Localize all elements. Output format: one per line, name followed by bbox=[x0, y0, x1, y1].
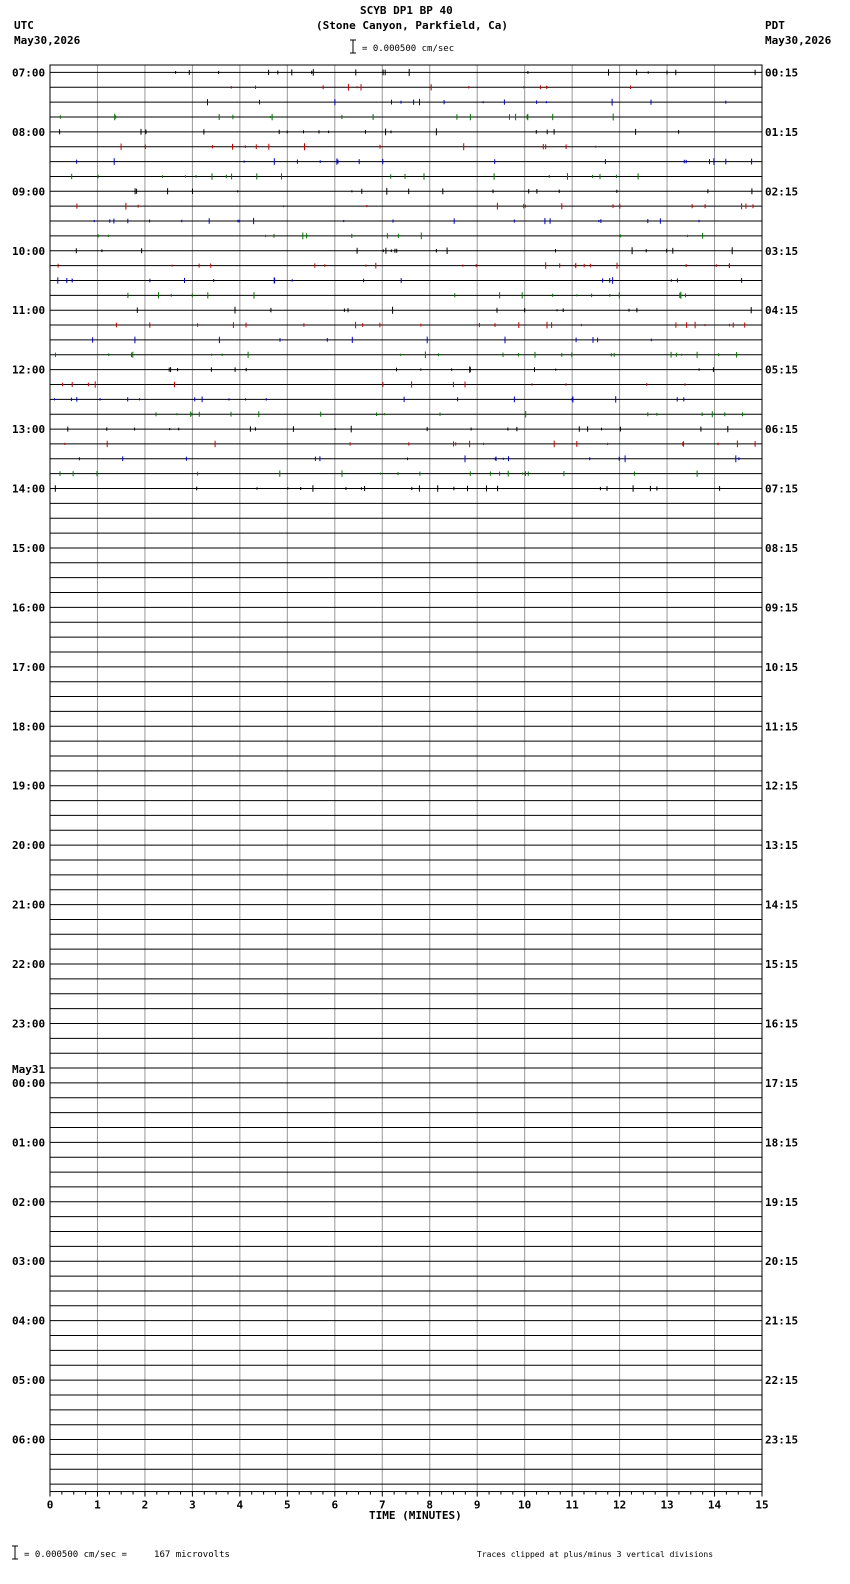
x-tick-label: 1 bbox=[94, 1498, 101, 1512]
x-tick-label: 9 bbox=[473, 1498, 481, 1512]
left-hour-label: 14:00 bbox=[12, 482, 46, 496]
right-hour-label: 14:15 bbox=[765, 898, 799, 912]
plot-frame bbox=[50, 65, 762, 1492]
right-timezone-label: PDT bbox=[765, 19, 785, 32]
chart-title: SCYB DP1 BP 40 bbox=[360, 4, 453, 17]
left-hour-label: 21:00 bbox=[12, 898, 46, 912]
x-tick-label: 12 bbox=[612, 1498, 627, 1512]
x-tick-label: 11 bbox=[565, 1498, 579, 1512]
right-hour-label: 17:15 bbox=[765, 1076, 799, 1090]
right-hour-label: 18:15 bbox=[765, 1136, 799, 1150]
x-tick-label: 3 bbox=[189, 1498, 196, 1512]
right-hour-label: 08:15 bbox=[765, 541, 799, 555]
left-hour-label: 11:00 bbox=[12, 304, 46, 318]
x-tick-label: 14 bbox=[707, 1498, 722, 1512]
x-tick-label: 7 bbox=[378, 1498, 386, 1512]
left-hour-label: 06:00 bbox=[12, 1433, 46, 1447]
x-tick-label: 13 bbox=[660, 1498, 674, 1512]
x-tick-label: 10 bbox=[518, 1498, 532, 1512]
left-hour-label: 01:00 bbox=[12, 1136, 46, 1150]
x-tick-label: 6 bbox=[331, 1498, 339, 1512]
right-hour-label: 02:15 bbox=[765, 185, 799, 199]
left-hour-label: 12:00 bbox=[12, 363, 46, 377]
right-hour-label: 19:15 bbox=[765, 1195, 799, 1209]
left-hour-label: 10:00 bbox=[12, 244, 46, 258]
right-hour-label: 11:15 bbox=[765, 720, 799, 734]
scale-text: = 0.000500 cm/sec bbox=[362, 44, 455, 54]
x-tick-label: 5 bbox=[284, 1498, 291, 1512]
left-hour-label: 17:00 bbox=[12, 660, 46, 674]
left-hour-label: 20:00 bbox=[12, 839, 46, 853]
left-hour-label: 13:00 bbox=[12, 423, 46, 437]
left-hour-label: 00:00 bbox=[12, 1076, 46, 1090]
left-hour-label: 02:00 bbox=[12, 1195, 46, 1209]
right-hour-label: 05:15 bbox=[765, 363, 799, 377]
footer-scale-bar-icon bbox=[12, 1546, 18, 1559]
left-hour-label: 04:00 bbox=[12, 1314, 46, 1328]
date-change-label: May31 bbox=[12, 1062, 46, 1076]
footer-scale-text: = 0.000500 cm/sec = 167 microvolts bbox=[24, 1550, 230, 1560]
x-tick-label: 4 bbox=[236, 1498, 244, 1512]
x-tick-label: 0 bbox=[46, 1498, 54, 1512]
right-hour-label: 15:15 bbox=[765, 958, 799, 972]
right-hour-label: 21:15 bbox=[765, 1314, 799, 1328]
left-hour-label: 19:00 bbox=[12, 779, 46, 793]
left-hour-label: 07:00 bbox=[12, 66, 46, 80]
right-hour-label: 23:15 bbox=[765, 1433, 799, 1447]
right-hour-label: 13:15 bbox=[765, 839, 799, 853]
x-axis-label: TIME (MINUTES) bbox=[369, 1509, 462, 1522]
chart-subtitle: (Stone Canyon, Parkfield, Ca) bbox=[316, 19, 509, 32]
right-hour-label: 04:15 bbox=[765, 304, 799, 318]
left-hour-label: 15:00 bbox=[12, 541, 46, 555]
left-date-label: May30,2026 bbox=[14, 34, 81, 47]
right-hour-label: 01:15 bbox=[765, 125, 799, 139]
right-hour-label: 10:15 bbox=[765, 660, 799, 674]
x-tick-label: 8 bbox=[426, 1498, 434, 1512]
right-date-label: May30,2026 bbox=[765, 34, 832, 47]
left-hour-label: 22:00 bbox=[12, 958, 46, 972]
left-hour-label: 08:00 bbox=[12, 125, 46, 139]
left-hour-label: 09:00 bbox=[12, 185, 46, 199]
left-hour-label: 03:00 bbox=[12, 1255, 46, 1269]
right-hour-label: 00:15 bbox=[765, 66, 799, 80]
x-tick-label: 15 bbox=[755, 1498, 769, 1512]
left-hour-label: 05:00 bbox=[12, 1374, 46, 1388]
right-hour-label: 03:15 bbox=[765, 244, 799, 258]
right-hour-label: 06:15 bbox=[765, 423, 799, 437]
left-hour-label: 16:00 bbox=[12, 601, 46, 615]
footer-clip-note: Traces clipped at plus/minus 3 vertical divisions bbox=[477, 1550, 714, 1559]
left-hour-label: 23:00 bbox=[12, 1017, 46, 1031]
right-hour-label: 12:15 bbox=[765, 779, 799, 793]
right-hour-label: 07:15 bbox=[765, 482, 799, 496]
right-hour-label: 09:15 bbox=[765, 601, 799, 615]
right-hour-label: 22:15 bbox=[765, 1374, 799, 1388]
right-hour-label: 16:15 bbox=[765, 1017, 799, 1031]
left-timezone-label: UTC bbox=[14, 19, 34, 32]
x-tick-label: 2 bbox=[141, 1498, 149, 1512]
scale-bar-icon bbox=[350, 40, 356, 53]
left-hour-label: 18:00 bbox=[12, 720, 46, 734]
right-hour-label: 20:15 bbox=[765, 1255, 799, 1269]
